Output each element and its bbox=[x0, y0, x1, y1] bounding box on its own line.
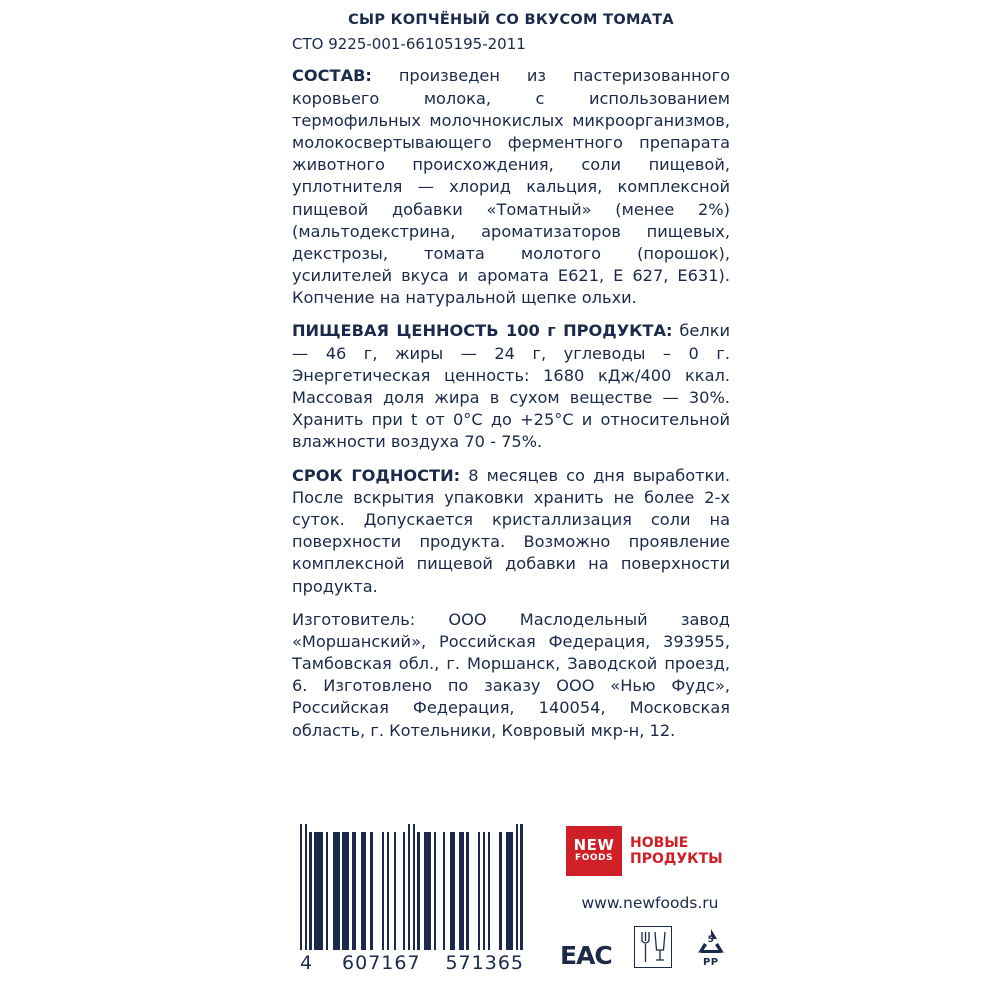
recycle-number: 5 bbox=[707, 935, 714, 945]
barcode-bars bbox=[300, 824, 524, 950]
logo-text-line2: ПРОДУКТЫ bbox=[630, 851, 723, 867]
nutrition-block bbox=[292, 320, 730, 453]
barcode bbox=[300, 824, 524, 974]
food-safe-icon bbox=[634, 926, 672, 968]
shelf-life-block bbox=[292, 465, 730, 598]
brand-logo bbox=[566, 826, 736, 912]
composition-heading: СОСТАВ: bbox=[292, 66, 372, 86]
logo-text-line1: НОВЫЕ bbox=[630, 834, 689, 851]
logo-row bbox=[566, 826, 736, 876]
glass-icon bbox=[654, 932, 666, 962]
barcode-left-group: 607167 bbox=[342, 952, 421, 974]
newfoods-logo-mark bbox=[566, 826, 622, 876]
recycle-triangle bbox=[694, 927, 728, 957]
barcode-right-group: 571365 bbox=[445, 952, 524, 974]
website-url: www.newfoods.ru bbox=[581, 894, 719, 912]
barcode-digits bbox=[300, 952, 524, 974]
recycle-code: PP bbox=[702, 957, 719, 968]
logo-mark-line1: NEW bbox=[573, 836, 615, 855]
nutrition-heading: ПИЩЕВАЯ ЦЕННОСТЬ 100 г ПРОДУКТА: bbox=[292, 321, 673, 341]
shelf-life-heading: СРОК ГОДНОСТИ: bbox=[292, 465, 461, 485]
recycle-icon bbox=[694, 927, 728, 968]
barcode-lead-digit: 4 bbox=[300, 952, 314, 974]
nutrition-text: белки — 46 г, жиры — 24 г, углеводы – 0 г. Энергетическая ценность: 1680 кДж/400 ккал. Массовая доля жира в сухом веществе — 30%. Хранить при t от 0°С до +25°С и относительной влажности воздуха 70 - 75%. bbox=[292, 321, 730, 452]
logo-mark-line2: FOODS bbox=[575, 853, 613, 864]
shelf-life-text: 8 месяцев со дня выработки. После вскрытия упаковки хранить не более 2-х суток. Допускается кристаллизация соли на поверхности продукта. Возможно проявление комплексной пищевой добавки на поверхности продукта. bbox=[292, 465, 730, 596]
logo-wordmark bbox=[630, 835, 723, 867]
composition-text: произведен из пастеризованного коровьего молока, с использованием термофильных молочнокислых микроорганизмов, молокосвертывающего ферментного препарата животного происхождения, соли пищевой, уплотнителя — хлорид кальция, комплексной пищевой добавки «Томатный» (менее 2%) (мальтодекстрина, ароматизаторов пищевых, декстрозы, томата молотого (порошок), усилителей вкуса и аромата Е621, Е 627, Е631). Копчение на натуральной щепке ольхи. bbox=[292, 66, 730, 308]
eac-mark-icon: EAC bbox=[560, 941, 612, 970]
manufacturer-block: Изготовитель: ООО Маслодельный завод «Моршанский», Российская Федерация, 393955, Тамбовская обл., г. Моршанск, Заводской проезд, 6. Изготовлено по заказу ООО «Нью Фудс», Российская Федерация, 140054, Московская область, г. Котельники, Ковровый мкр-н, 12. bbox=[292, 609, 730, 740]
fork-icon bbox=[641, 932, 650, 962]
composition-block bbox=[292, 65, 730, 309]
page-title: СЫР КОПЧЁНЫЙ СО ВКУСОМ ТОМАТА bbox=[348, 12, 674, 28]
product-standard-code: СТО 9225-001-66105195-2011 bbox=[292, 35, 526, 54]
label-text-column bbox=[292, 12, 730, 742]
compliance-marks bbox=[560, 926, 728, 968]
